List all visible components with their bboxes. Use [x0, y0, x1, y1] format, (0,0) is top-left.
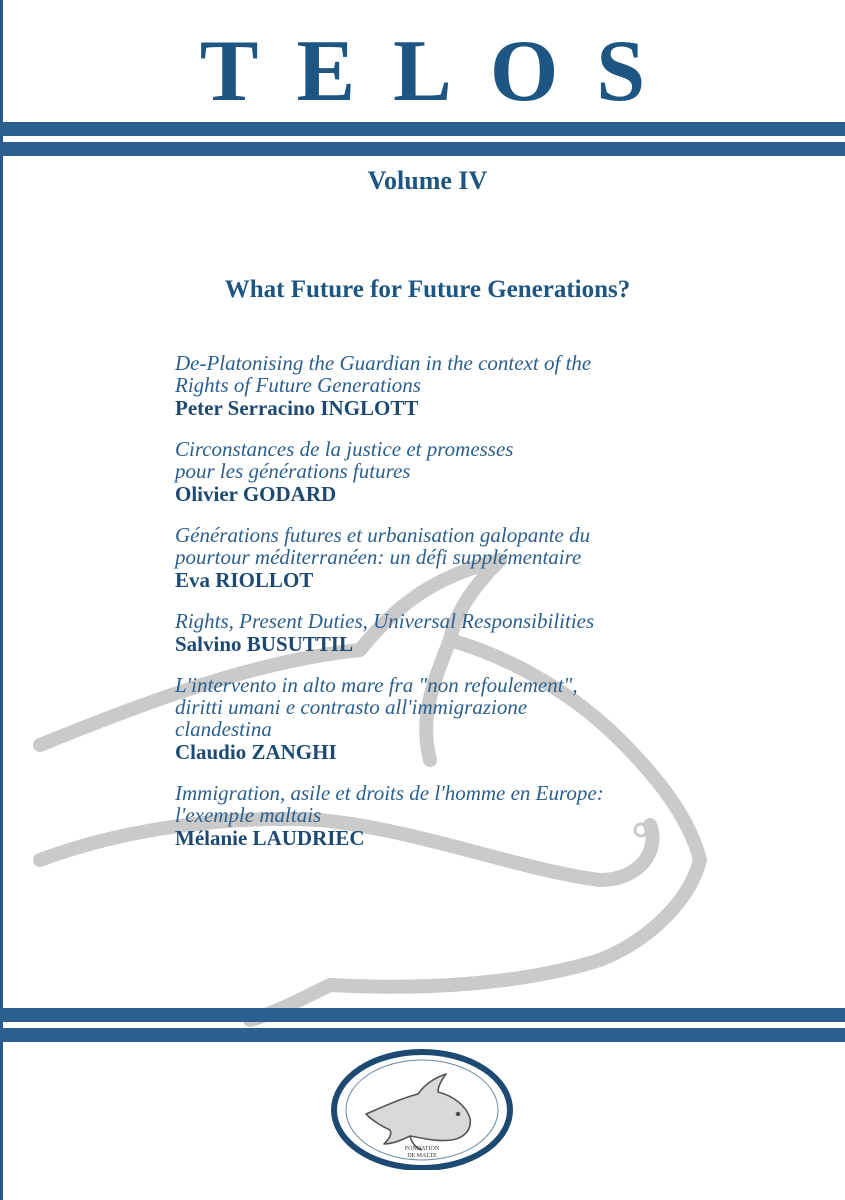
article-entry: [175, 352, 795, 420]
article-entry: [175, 610, 795, 656]
bottom-stripe-1: [0, 1008, 845, 1022]
theme-title: What Future for Future Generations?: [224, 276, 631, 303]
article-author: Claudio ZANGHI: [175, 740, 337, 764]
article-entry: [175, 524, 795, 592]
article-entry: [175, 438, 795, 506]
article-title: Générations futures et urbanisation galopante du pourtour méditerranéen: un défi supplémentaire: [175, 523, 591, 569]
series-title: TELOS: [199, 23, 684, 120]
article-author: Salvino BUSUTTIL: [175, 632, 353, 656]
article-title: Rights, Present Duties, Universal Responsibilities: [175, 609, 595, 633]
logo-text-line-2: DE MALTE: [407, 1153, 437, 1159]
article-author: Mélanie LAUDRIEC: [175, 826, 365, 850]
article-author: Olivier GODARD: [175, 482, 337, 506]
table-of-contents: [175, 352, 795, 868]
article-title: De-Platonising the Guardian in the context of the Rights of Future Generations: [175, 351, 592, 397]
article-title: Immigration, asile et droits de l'homme en Europe: l'exemple maltais: [175, 781, 604, 827]
volume-label: Volume IV: [367, 166, 488, 195]
article-title: L'intervento in alto mare fra "non refoulement", diritti umani e contrasto all'immigrazione clandestina: [175, 673, 578, 741]
foundation-logo: [330, 1040, 515, 1170]
article-author: Eva RIOLLOT: [175, 568, 314, 592]
article-entry: [175, 782, 795, 850]
article-entry: [175, 674, 795, 764]
logo-text-line-1: FONDATION: [404, 1146, 440, 1152]
article-author: Peter Serracino INGLOTT: [175, 396, 419, 420]
article-title: Circonstances de la justice et promesses pour les générations futures: [175, 437, 514, 483]
